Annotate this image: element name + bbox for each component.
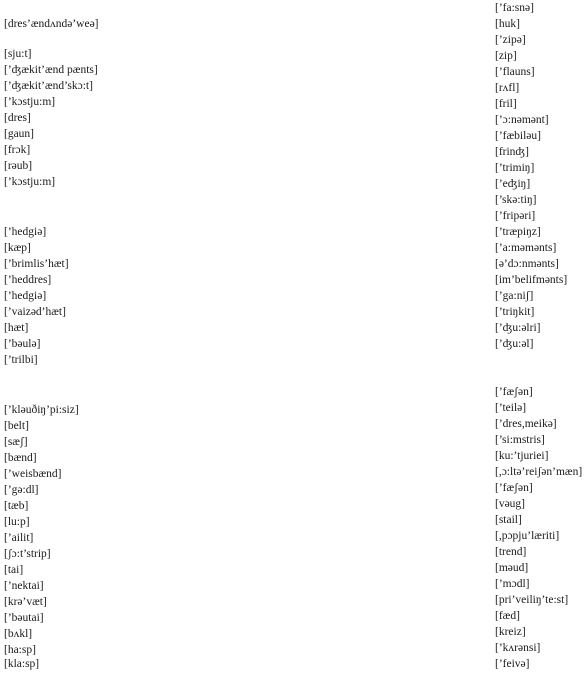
transcription-line: [’a:məmənts]: [495, 242, 557, 254]
transcription-line: [ʃɔ:t’strip]: [4, 548, 51, 560]
transcription-line: [kla:sp]: [4, 658, 40, 670]
transcription-line: [’ʤækit’ænd’skɔ:t]: [4, 80, 93, 92]
transcription-line: [’trilbi]: [4, 354, 38, 366]
transcription-line: [’zipə]: [495, 34, 526, 46]
transcription-line: [’hedgiə]: [4, 290, 47, 302]
transcription-line: [pri’veiliŋ’te:st]: [495, 594, 569, 606]
transcription-line: [’fa:snə]: [495, 2, 534, 14]
transcription-line: [məud]: [495, 562, 529, 574]
transcription-line: [’nektai]: [4, 580, 44, 592]
transcription-line: [’ɔ:nəmənt]: [495, 114, 549, 126]
transcription-line: [huk]: [495, 18, 520, 30]
transcription-line: [tæb]: [4, 500, 29, 512]
transcription-line: [krə’væt]: [4, 596, 47, 608]
transcription-line: [stail]: [495, 514, 522, 526]
transcription-line: [’kʌrənsi]: [495, 642, 541, 654]
transcription-line: [ha:sp]: [4, 644, 36, 656]
transcription-line: [trend]: [495, 546, 527, 558]
transcription-line: [’ʤu:əl]: [495, 338, 534, 350]
transcription-line: [belt]: [4, 420, 29, 432]
transcription-line: [’skə:tiŋ]: [495, 194, 537, 206]
transcription-line: [’træpiŋz]: [495, 226, 541, 238]
transcription-line: [hæt]: [4, 322, 29, 334]
transcription-line: [,pɔpju’læriti]: [495, 530, 560, 542]
transcription-line: [’hedgiə]: [4, 226, 47, 238]
transcription-line: [’bəulə]: [4, 338, 41, 350]
transcription-line: [kæp]: [4, 242, 31, 254]
transcription-line: [tai]: [4, 564, 24, 576]
transcription-line: [’dres,meikə]: [495, 418, 557, 430]
transcription-line: [zip]: [495, 50, 517, 62]
transcription-line: [’kləuðiŋ’pi:siz]: [4, 404, 79, 416]
transcription-line: [,ɔ:ltə’reiʃən’mæn]: [495, 466, 583, 478]
transcription-line: [’ailit]: [4, 532, 34, 544]
transcription-line: [’ga:niʃ]: [495, 290, 534, 302]
transcription-line: [’bəutai]: [4, 612, 44, 624]
transcription-line: [’weisbænd]: [4, 468, 62, 480]
transcription-line: [sju:t]: [4, 48, 32, 60]
transcription-line: [sæʃ]: [4, 436, 28, 448]
transcription-line: [’ʤækit’ænd pænts]: [4, 64, 98, 76]
transcription-line: [’trimiŋ]: [495, 162, 535, 174]
transcription-line: [rʌfl]: [495, 82, 520, 94]
transcription-line: [’kɔstju:m]: [4, 96, 56, 108]
transcription-line: [’fæʃən]: [495, 482, 533, 494]
transcription-line: [’kɔstju:m]: [4, 176, 56, 188]
transcription-line: [’heddres]: [4, 274, 52, 286]
transcription-line: [’si:mstris]: [495, 434, 545, 446]
transcription-line: [bænd]: [4, 452, 37, 464]
transcription-line: [’brimlis’hæt]: [4, 258, 69, 270]
transcription-line: [’triŋkit]: [495, 306, 535, 318]
transcription-line: [’ʤu:əlri]: [495, 322, 541, 334]
transcription-line: [bʌkl]: [4, 628, 33, 640]
transcription-line: [kreiz]: [495, 626, 526, 638]
transcription-line: [lu:p]: [4, 516, 30, 528]
transcription-line: [vəug]: [495, 498, 526, 510]
transcription-line: [’fripəri]: [495, 210, 536, 222]
transcription-line: [’teilə]: [495, 402, 527, 414]
transcription-line: [’flauns]: [495, 66, 535, 78]
transcription-line: [frɔk]: [4, 144, 31, 156]
transcription-line: [rəub]: [4, 160, 33, 172]
transcription-line: [’fæʃən]: [495, 386, 533, 398]
transcription-line: [’fæbiləu]: [495, 130, 541, 142]
transcription-line: [’gə:dl]: [4, 484, 39, 496]
transcription-line: [frinʤ]: [495, 146, 529, 158]
transcription-line: [’mɔdl]: [495, 578, 530, 590]
transcription-line: [fril]: [495, 98, 517, 110]
transcription-line: [’vaizəd’hæt]: [4, 306, 66, 318]
transcription-line: [dres]: [4, 112, 31, 124]
section-title: [dres’ændʌndə’weə]: [4, 18, 99, 30]
transcription-line: [im’belifmənts]: [495, 274, 568, 286]
transcription-line: [’feivə]: [495, 658, 530, 670]
transcription-line: [fæd]: [495, 610, 520, 622]
transcription-line: [ə’dɔ:nmənts]: [495, 258, 559, 270]
transcription-line: [ku:’tjuriei]: [495, 450, 549, 462]
transcription-line: [gaun]: [4, 128, 35, 140]
transcription-line: [’eʤiŋ]: [495, 178, 531, 190]
